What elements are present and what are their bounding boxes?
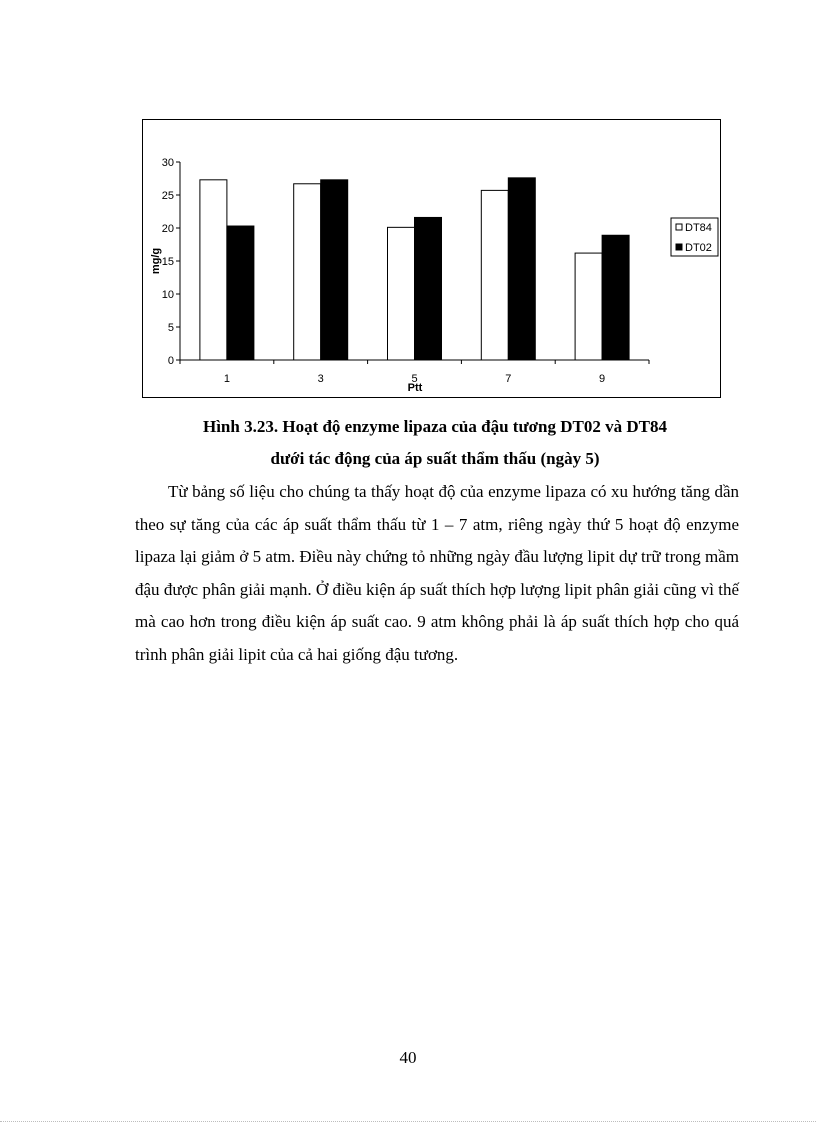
- body-paragraph: Từ bảng số liệu cho chúng ta thấy hoạt độ của enzyme lipaza có xu hướng tăng dần theo sự tăng của các áp suất thẩm thấu từ 1 – 7 atm, riêng ngày thứ 5 hoạt độ enzyme lipaza lại giảm ở 5 atm. Điều này chứng tỏ những ngày đầu lượng lipit dự trữ trong mầm đậu được phân giải mạnh. Ở điều kiện áp suất thích hợp lượng lipit phân giải cũng vì thế mà cao hơn trong điều kiện áp suất cao. 9 atm không phải là áp suất thích hợp cho quá trình phân giải lipit của cả hai giống đậu tương.: [135, 482, 739, 664]
- bar-dt84-ptt-3: [294, 184, 321, 360]
- bar-dt84-ptt-5: [388, 227, 415, 360]
- y-tick-label: 20: [161, 223, 174, 235]
- legend-label-dt84: DT84: [685, 222, 712, 234]
- page-bottom-rule: [0, 1121, 816, 1122]
- bar-dt84-ptt-7: [481, 190, 508, 360]
- figure-caption-line-1: Hình 3.23. Hoạt độ enzyme lipaza của đậu tương DT02 và DT84: [202, 417, 667, 436]
- page-number: 40: [399, 1048, 417, 1067]
- bar-dt02-ptt-9: [602, 235, 629, 360]
- legend-label-dt02: DT02: [685, 242, 712, 254]
- bar-chart: [143, 120, 720, 397]
- y-tick-label: 10: [161, 289, 174, 301]
- legend-swatch-dt84: [676, 224, 682, 230]
- chart-frame: [142, 119, 721, 398]
- legend-swatch-dt02: [676, 244, 682, 250]
- y-tick-label: 0: [167, 355, 174, 367]
- figure-caption-line-2: dưới tác động của áp suất thẩm thấu (ngày 5): [270, 449, 600, 468]
- x-axis-label: Ptt: [407, 382, 423, 394]
- x-tick-label: 5: [411, 373, 418, 385]
- x-tick-label: 9: [599, 373, 606, 385]
- bar-dt02-ptt-7: [508, 178, 535, 360]
- y-axis-label: mg/g: [150, 247, 162, 275]
- y-tick-label: 30: [161, 157, 174, 169]
- bar-dt84-ptt-1: [200, 180, 227, 360]
- x-tick-label: 1: [223, 373, 230, 385]
- x-tick-label: 7: [505, 373, 512, 385]
- bar-dt02-ptt-5: [415, 217, 442, 360]
- x-tick-label: 3: [317, 373, 324, 385]
- legend: [671, 218, 718, 256]
- y-tick-label: 25: [161, 190, 174, 202]
- y-tick-label: 5: [167, 322, 174, 334]
- y-ticks-group: [162, 157, 180, 367]
- bar-dt84-ptt-9: [575, 253, 602, 360]
- y-tick-label: 15: [161, 256, 174, 268]
- bar-dt02-ptt-3: [321, 180, 348, 360]
- bars-group: [200, 178, 629, 360]
- bar-dt02-ptt-1: [227, 226, 254, 360]
